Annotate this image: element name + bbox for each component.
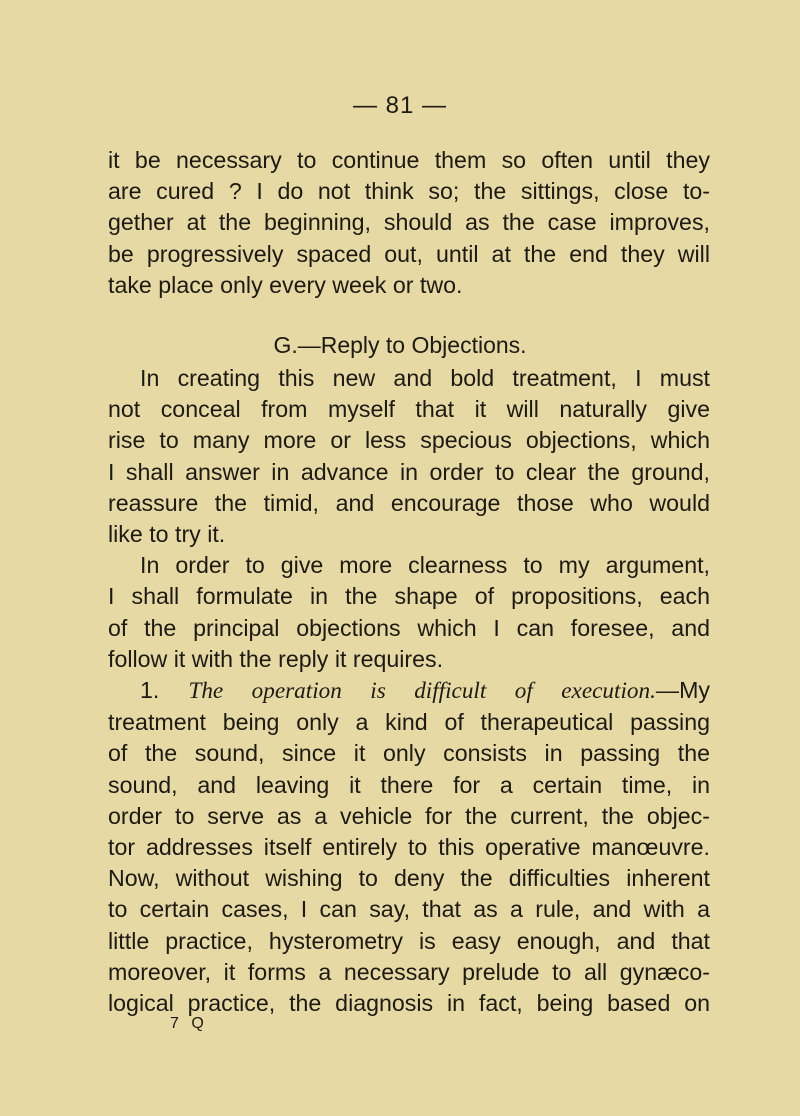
text-line: rise to many more or less specious objections, which [108,427,710,454]
text-line: be progressively spaced out, until at the end they will [108,240,710,267]
printer-signature: 7 Q [170,1015,208,1032]
text-line: reassure the timid, and encourage those who would [108,489,710,516]
objection-number: 1. [140,677,160,704]
objection-title: The operation is difficult of execution. [188,678,656,705]
text-line: it be necessary to continue them so often until they [108,147,710,173]
text-line: moreover, it forms a necessary prelude to all gynæco- [108,958,710,985]
text-line: In order to give more clearness to my argument, [140,552,710,579]
text-line: not conceal from myself that it will naturally give [108,396,710,423]
text-line: Now, without wishing to deny the difficulties inherent [108,865,710,892]
objection-1-line [108,675,710,707]
text-line: of the sound, since it only consists in passing the [108,740,710,767]
text-line: are cured ? I do not think so; the sittings, close to- [108,178,710,205]
paragraph-1 [108,145,710,301]
text-line: In creating this new and bold treatment, I must [140,365,710,391]
text-line: gether at the beginning, should as the case improves, [108,209,710,236]
text-line: little practice, hysterometry is easy enough, and that [108,927,710,954]
text-line: follow it with the reply it requires. [108,645,444,672]
text-line: take place only every week or two. [108,271,463,298]
page-number: — 81 — [352,92,448,119]
text-line: to certain cases, I can say, that as a rule, and with a [108,896,710,923]
objection-dash: —My [655,677,710,704]
section-heading: G.—Reply to Objections. [273,332,527,358]
text-line: logical practice, the diagnosis in fact, being based on [108,990,710,1017]
text-line: order to serve as a vehicle for the current, the objec- [108,802,710,829]
body-text [108,363,710,1019]
text-line: like to try it. [108,521,226,548]
text-line: tor addresses itself entirely to this operative manœuvre. [108,834,710,861]
text-line: I shall answer in advance in order to clear the ground, [108,458,710,485]
text-line: I shall formulate in the shape of propositions, each [108,583,710,610]
text-line: treatment being only a kind of therapeutical passing [108,709,710,736]
text-line: sound, and leaving it there for a certain time, in [108,771,710,798]
text-line: of the principal objections which I can foresee, and [108,614,710,641]
